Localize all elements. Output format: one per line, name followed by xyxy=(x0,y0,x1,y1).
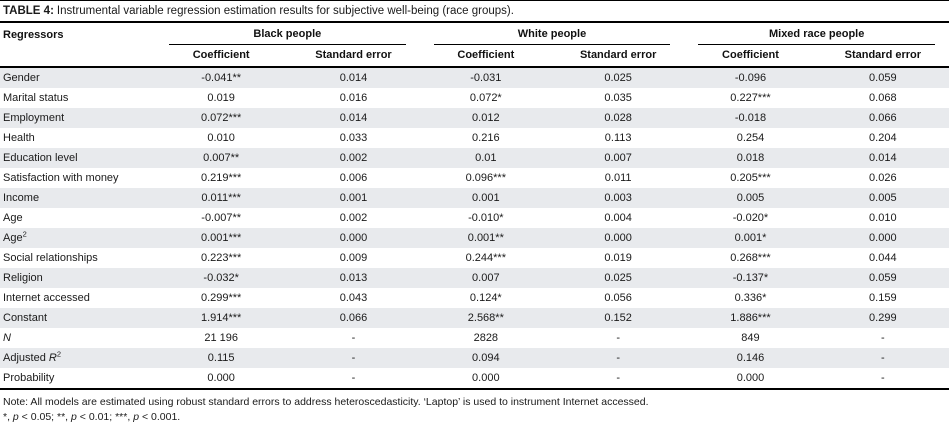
cell-black-coefficient: 0.019 xyxy=(207,92,235,104)
table-row xyxy=(0,228,949,248)
row-label: Internet accessed xyxy=(3,292,90,304)
cell-black-stderr: 0.002 xyxy=(339,212,368,224)
cell-black-coefficient: 0.299*** xyxy=(200,292,242,304)
cell-mixed-stderr: 0.068 xyxy=(869,92,897,104)
cell-black-coefficient: 0.001*** xyxy=(200,232,242,244)
cell-mixed-coefficient: -0.020* xyxy=(732,212,769,224)
row-label: Adjusted $R^2$ xyxy=(3,349,61,364)
table-row xyxy=(0,128,949,148)
cell-mixed-stderr: - xyxy=(880,352,885,364)
cell-mixed-stderr: 0.059 xyxy=(869,272,897,284)
table-row xyxy=(0,368,949,389)
white-coefficient-header: Coefficient xyxy=(457,49,515,61)
row-label: Education level xyxy=(3,152,78,164)
cell-white-coefficient: 0.01 xyxy=(475,152,497,164)
cell-white-coefficient: 0.096*** xyxy=(465,172,506,184)
cell-black-stderr: 0.033 xyxy=(339,132,368,144)
cell-black-stderr: 0.001 xyxy=(339,192,368,204)
cell-white-stderr: 0.025 xyxy=(604,272,632,284)
cell-mixed-stderr: 0.005 xyxy=(869,192,897,204)
table-row xyxy=(0,148,949,168)
row-label: Gender xyxy=(3,72,40,84)
table-caption: Instrumental variable regression estimation results for subjective well-being (race groups). xyxy=(56,5,514,17)
cell-black-coefficient: -0.041** xyxy=(201,72,242,84)
cell-black-stderr: 0.014 xyxy=(339,72,368,84)
black-stderr-header: Standard error xyxy=(315,49,392,61)
cell-mixed-stderr: - xyxy=(880,332,885,344)
cell-black-coefficient: 0.010 xyxy=(207,132,235,144)
table-row xyxy=(0,208,949,228)
mixed-coefficient-header: Coefficient xyxy=(722,49,779,61)
row-label: Probability xyxy=(3,372,55,384)
cell-mixed-stderr: 0.059 xyxy=(869,72,897,84)
cell-white-coefficient: 0.001** xyxy=(467,232,504,244)
cell-mixed-coefficient: 0.268*** xyxy=(730,252,771,264)
cell-black-stderr: 0.000 xyxy=(339,232,368,244)
row-label: Marital status xyxy=(3,92,69,104)
cell-mixed-coefficient: -0.096 xyxy=(734,72,767,84)
cell-mixed-stderr: 0.159 xyxy=(869,292,897,304)
table-row xyxy=(0,108,949,128)
row-label: Satisfaction with money xyxy=(3,172,119,184)
cell-black-coefficient: 0.115 xyxy=(207,352,235,364)
cell-white-coefficient: 0.012 xyxy=(472,112,500,124)
table-header xyxy=(0,23,949,67)
table-row xyxy=(0,308,949,328)
table-row xyxy=(0,328,949,348)
table-row xyxy=(0,268,949,288)
cell-mixed-coefficient: 0.146 xyxy=(736,352,765,364)
group-label-black-people: Black people xyxy=(169,27,406,45)
p-symbol: p xyxy=(133,411,140,423)
cell-white-coefficient: 2828 xyxy=(473,332,499,344)
significance-text: < 0.001. xyxy=(139,411,181,423)
cell-white-stderr: 0.152 xyxy=(604,312,632,324)
cell-white-stderr: 0.011 xyxy=(604,172,632,184)
cell-mixed-coefficient: 0.000 xyxy=(736,372,765,384)
cell-white-coefficient: 0.072* xyxy=(469,92,502,104)
cell-mixed-coefficient: 849 xyxy=(741,332,760,344)
cell-black-stderr: 0.014 xyxy=(339,112,368,124)
cell-mixed-stderr: - xyxy=(880,372,885,384)
cell-white-coefficient: 0.216 xyxy=(472,132,500,144)
cell-mixed-stderr: 0.000 xyxy=(869,232,897,244)
note-text: Note: All models are estimated using robust standard errors to address heteroscedasticity. ‘Laptop’ is used to instrument Internet accessed. xyxy=(3,396,649,408)
cell-black-coefficient: 0.223*** xyxy=(200,252,242,264)
significance-text: *, xyxy=(3,411,13,423)
row-label: N xyxy=(3,332,11,344)
cell-white-stderr: - xyxy=(616,352,620,364)
cell-white-stderr: 0.113 xyxy=(604,132,632,144)
row-label: Social relationships xyxy=(3,252,98,264)
cell-black-coefficient: -0.007** xyxy=(201,212,242,224)
cell-white-stderr: 0.003 xyxy=(604,192,632,204)
table-title xyxy=(0,1,949,23)
row-label: Income xyxy=(3,192,40,204)
cell-white-coefficient: 0.244*** xyxy=(465,252,506,264)
cell-black-coefficient: 21 196 xyxy=(204,332,238,344)
cell-black-stderr: 0.002 xyxy=(339,152,368,164)
cell-black-coefficient: 1.914*** xyxy=(200,312,242,324)
cell-white-stderr: 0.028 xyxy=(604,112,632,124)
cell-black-stderr: 0.013 xyxy=(339,272,368,284)
cell-black-stderr: - xyxy=(351,332,356,344)
cell-black-stderr: 0.009 xyxy=(339,252,368,264)
table-row xyxy=(0,88,949,108)
row-label: Constant xyxy=(3,312,48,324)
cell-white-stderr: 0.025 xyxy=(604,72,632,84)
cell-black-stderr: 0.016 xyxy=(339,92,368,104)
cell-mixed-stderr: 0.204 xyxy=(869,132,897,144)
group-header-white-people xyxy=(420,23,685,45)
cell-mixed-coefficient: 0.205*** xyxy=(730,172,771,184)
group-header-row xyxy=(0,23,949,45)
cell-mixed-coefficient: 0.018 xyxy=(736,152,765,164)
p-symbol: p xyxy=(12,411,19,423)
cell-black-coefficient: -0.032* xyxy=(203,272,239,284)
mixed-stderr-header: Standard error xyxy=(844,49,922,61)
table-row xyxy=(0,188,949,208)
table-notes xyxy=(0,390,949,424)
cell-mixed-stderr: 0.014 xyxy=(869,152,897,164)
cell-black-stderr: - xyxy=(351,352,356,364)
cell-black-stderr: 0.006 xyxy=(339,172,368,184)
black-coefficient-header: Coefficient xyxy=(192,49,250,61)
cell-black-stderr: - xyxy=(351,372,356,384)
row-label: Age xyxy=(3,212,23,224)
cell-mixed-stderr: 0.044 xyxy=(869,252,897,264)
row-label: Age$^2$ xyxy=(3,229,27,244)
table-number: TABLE 4: xyxy=(3,5,54,17)
cell-white-stderr: 0.007 xyxy=(604,152,632,164)
cell-black-coefficient: 0.072*** xyxy=(200,112,242,124)
table-row xyxy=(0,288,949,308)
cell-black-coefficient: 0.007** xyxy=(203,152,240,164)
significance-text: < 0.01; ***, xyxy=(76,411,134,423)
cell-mixed-coefficient: 0.001* xyxy=(734,232,767,244)
row-label: Religion xyxy=(3,272,43,284)
cell-mixed-stderr: 0.010 xyxy=(869,212,897,224)
cell-white-stderr: 0.019 xyxy=(604,252,632,264)
group-label-mixed-race-people: Mixed race people xyxy=(698,27,935,45)
cell-mixed-coefficient: 1.886*** xyxy=(730,312,771,324)
p-symbol: p xyxy=(71,411,77,423)
row-label: Health xyxy=(3,132,35,144)
cell-black-coefficient: 0.219*** xyxy=(200,172,242,184)
cell-mixed-stderr: 0.066 xyxy=(869,112,897,124)
white-stderr-header: Standard error xyxy=(579,49,657,61)
cell-mixed-coefficient: -0.018 xyxy=(734,112,767,124)
cell-black-stderr: 0.066 xyxy=(339,312,368,324)
cell-mixed-coefficient: 0.227*** xyxy=(730,92,771,104)
cell-white-coefficient: 0.001 xyxy=(472,192,500,204)
regressors-column-header: Regressors xyxy=(3,29,64,41)
cell-white-stderr: - xyxy=(616,332,620,344)
cell-mixed-coefficient: 0.254 xyxy=(736,132,765,144)
cell-mixed-stderr: 0.299 xyxy=(869,312,897,324)
cell-white-coefficient: 0.124* xyxy=(469,292,502,304)
table-body xyxy=(0,67,949,389)
cell-black-stderr: 0.043 xyxy=(339,292,368,304)
cell-white-stderr: 0.004 xyxy=(604,212,632,224)
cell-mixed-coefficient: 0.005 xyxy=(736,192,765,204)
row-label: Employment xyxy=(3,112,65,124)
table-row xyxy=(0,168,949,188)
group-header-mixed-race-people xyxy=(684,23,949,45)
cell-mixed-coefficient: -0.137* xyxy=(732,272,769,284)
cell-mixed-stderr: 0.026 xyxy=(869,172,897,184)
group-header-black-people xyxy=(155,23,420,45)
table-row xyxy=(0,348,949,368)
significance-note xyxy=(3,410,946,424)
cell-mixed-coefficient: 0.336* xyxy=(734,292,767,304)
cell-white-coefficient: 0.094 xyxy=(472,352,500,364)
cell-black-coefficient: 0.011*** xyxy=(201,192,241,204)
table-row xyxy=(0,67,949,88)
cell-white-stderr: 0.035 xyxy=(604,92,632,104)
cell-white-coefficient: -0.031 xyxy=(470,72,502,84)
regression-table xyxy=(0,23,949,390)
table-row xyxy=(0,248,949,268)
group-label-white-people: White people xyxy=(434,27,671,45)
cell-white-stderr: - xyxy=(616,372,620,384)
cell-black-coefficient: 0.000 xyxy=(207,372,235,384)
cell-white-coefficient: -0.010* xyxy=(468,212,504,224)
cell-white-coefficient: 0.007 xyxy=(472,272,500,284)
cell-white-coefficient: 0.000 xyxy=(472,372,500,384)
cell-white-coefficient: 2.568** xyxy=(467,312,504,324)
cell-white-stderr: 0.000 xyxy=(604,232,632,244)
cell-white-stderr: 0.056 xyxy=(604,292,632,304)
significance-text: < 0.05; **, xyxy=(18,411,72,423)
